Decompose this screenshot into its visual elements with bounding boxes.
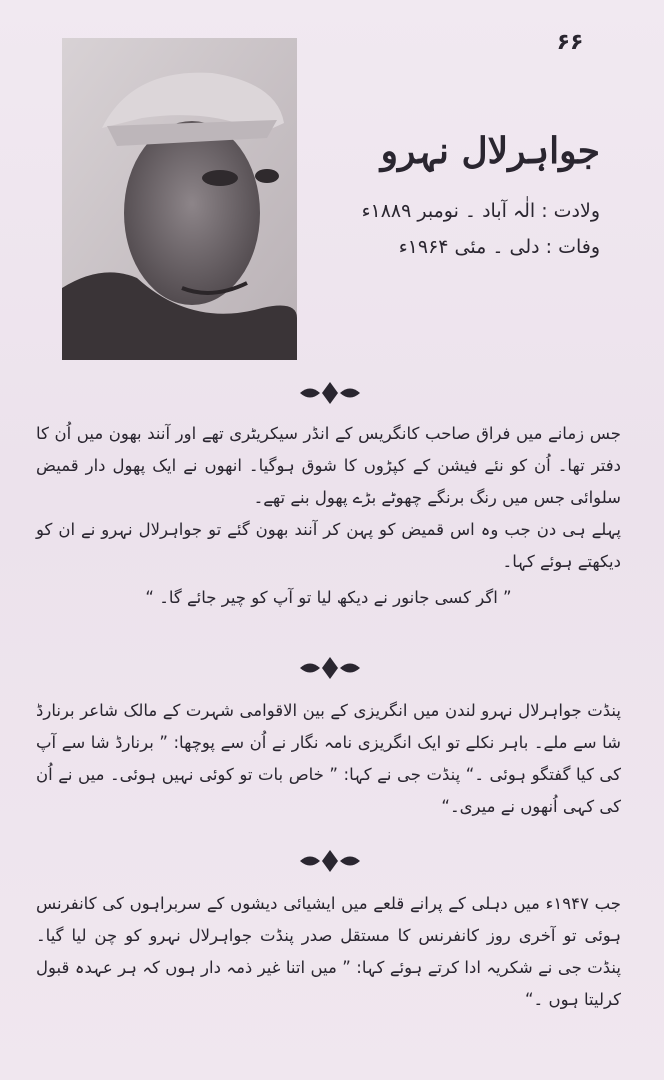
- ornament-divider: [298, 848, 362, 874]
- anecdote-one: [36, 418, 621, 614]
- portrait-photo: [62, 38, 297, 360]
- anecdote-one-para-2: پہلے ہی دن جب وہ اس قمیض کو پہن کر آنند بھون گئے تو جواہرلال نہرو نے ان کو دیکھتے ہوئے کہا۔: [36, 520, 621, 571]
- anecdote-two-para-1: پنڈت جواہرلال نہرو لندن میں انگریزی کے بین الاقوامی شہرت کے مالک شاعر برنارڈ شا سے ملے۔ باہر نکلے تو ایک انگریزی نامہ نگار نے اُن سے پوچھا: ” برنارڈ شا سے آپ کی کیا گفتگو ہوئی ۔“ پنڈت جی نے کہا: ” خاص بات تو کوئی نہیں ہوئی۔ میں نے اُن کی کہی اُنھوں نے میری۔“: [36, 701, 621, 816]
- ornament-divider: [298, 380, 362, 406]
- death-info: وفات : دلی ۔ مئی ۱۹۶۴ء: [398, 236, 600, 258]
- person-name-title: جواہرلال نہرو: [380, 130, 600, 172]
- anecdote-three-para-1: جب ۱۹۴۷ء میں دہلی کے پرانے قلعے میں ایشیائی دیشوں کے سربراہوں کی کانفرنس ہوئی تو آخری روز کانفرنس کا مستقل صدر پنڈت جواہرلال نہرو کو چن لیا گیا۔ پنڈت جی نے شکریہ ادا کرتے ہوئے کہا: ” میں اتنا غیر ذمہ دار ہوں کہ ہر عہدہ قبول کرلیتا ہوں ۔“: [36, 894, 621, 1009]
- ornament-divider: [298, 655, 362, 681]
- anecdote-two: [36, 695, 621, 823]
- anecdote-one-para-1: جس زمانے میں فراق صاحب کانگریس کے انڈر سیکریٹری تھے اور آنند بھون میں اُن کا دفتر تھا۔ اُن کو نئے فیشن کے کپڑوں کا شوق ہوگیا۔ انھوں نے ایک پھول دار قمیض سلوائی جس میں رنگ برنگے چھوٹے بڑے پھول بنے تھے۔: [36, 424, 621, 507]
- birth-info: ولادت : الٰہ آباد ۔ نومبر ۱۸۸۹ء: [361, 200, 600, 222]
- anecdote-one-quote: ” اگر کسی جانور نے دیکھ لیا تو آپ کو چیر جائے گا۔ “: [145, 588, 512, 607]
- anecdote-three: [36, 888, 621, 1016]
- page-number: ۶۶: [556, 30, 584, 55]
